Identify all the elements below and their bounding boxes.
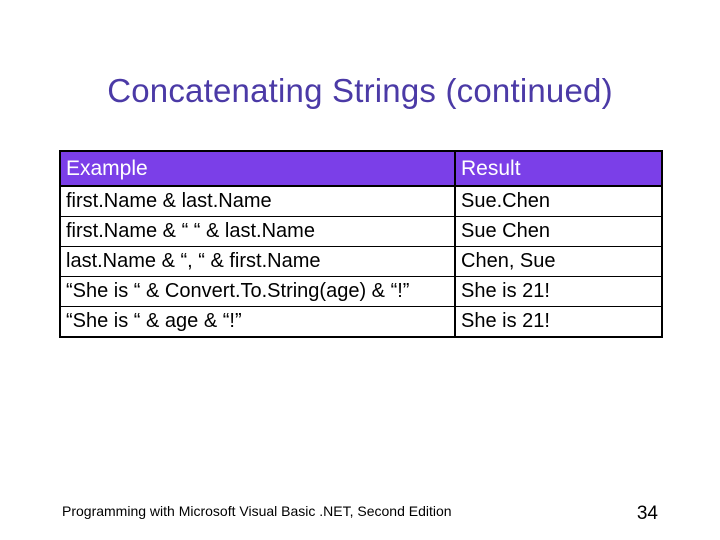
example-cell: first.Name & “ “ & last.Name <box>60 217 455 247</box>
example-cell: first.Name & last.Name <box>60 186 455 217</box>
result-cell: Sue Chen <box>455 217 662 247</box>
column-header-result: Result <box>455 151 662 186</box>
table-row <box>60 247 662 277</box>
table-row <box>60 307 662 338</box>
page-number: 34 <box>636 503 658 524</box>
table-header-row <box>60 151 662 186</box>
footer-text: Programming with Microsoft Visual Basic .NET, Second Edition <box>62 503 452 519</box>
column-header-example: Example <box>60 151 455 186</box>
table-row <box>60 277 662 307</box>
result-cell: She is 21! <box>455 277 662 307</box>
slide-title: Concatenating Strings (continued) <box>107 72 613 109</box>
result-cell: She is 21! <box>455 307 662 338</box>
table-row <box>60 217 662 247</box>
result-cell: Sue.Chen <box>455 186 662 217</box>
result-cell: Chen, Sue <box>455 247 662 277</box>
example-cell: last.Name & “, “ & first.Name <box>60 247 455 277</box>
examples-table <box>59 150 663 338</box>
table-row <box>60 186 662 217</box>
example-cell: “She is “ & Convert.To.String(age) & “!” <box>60 277 455 307</box>
example-cell: “She is “ & age & “!” <box>60 307 455 338</box>
